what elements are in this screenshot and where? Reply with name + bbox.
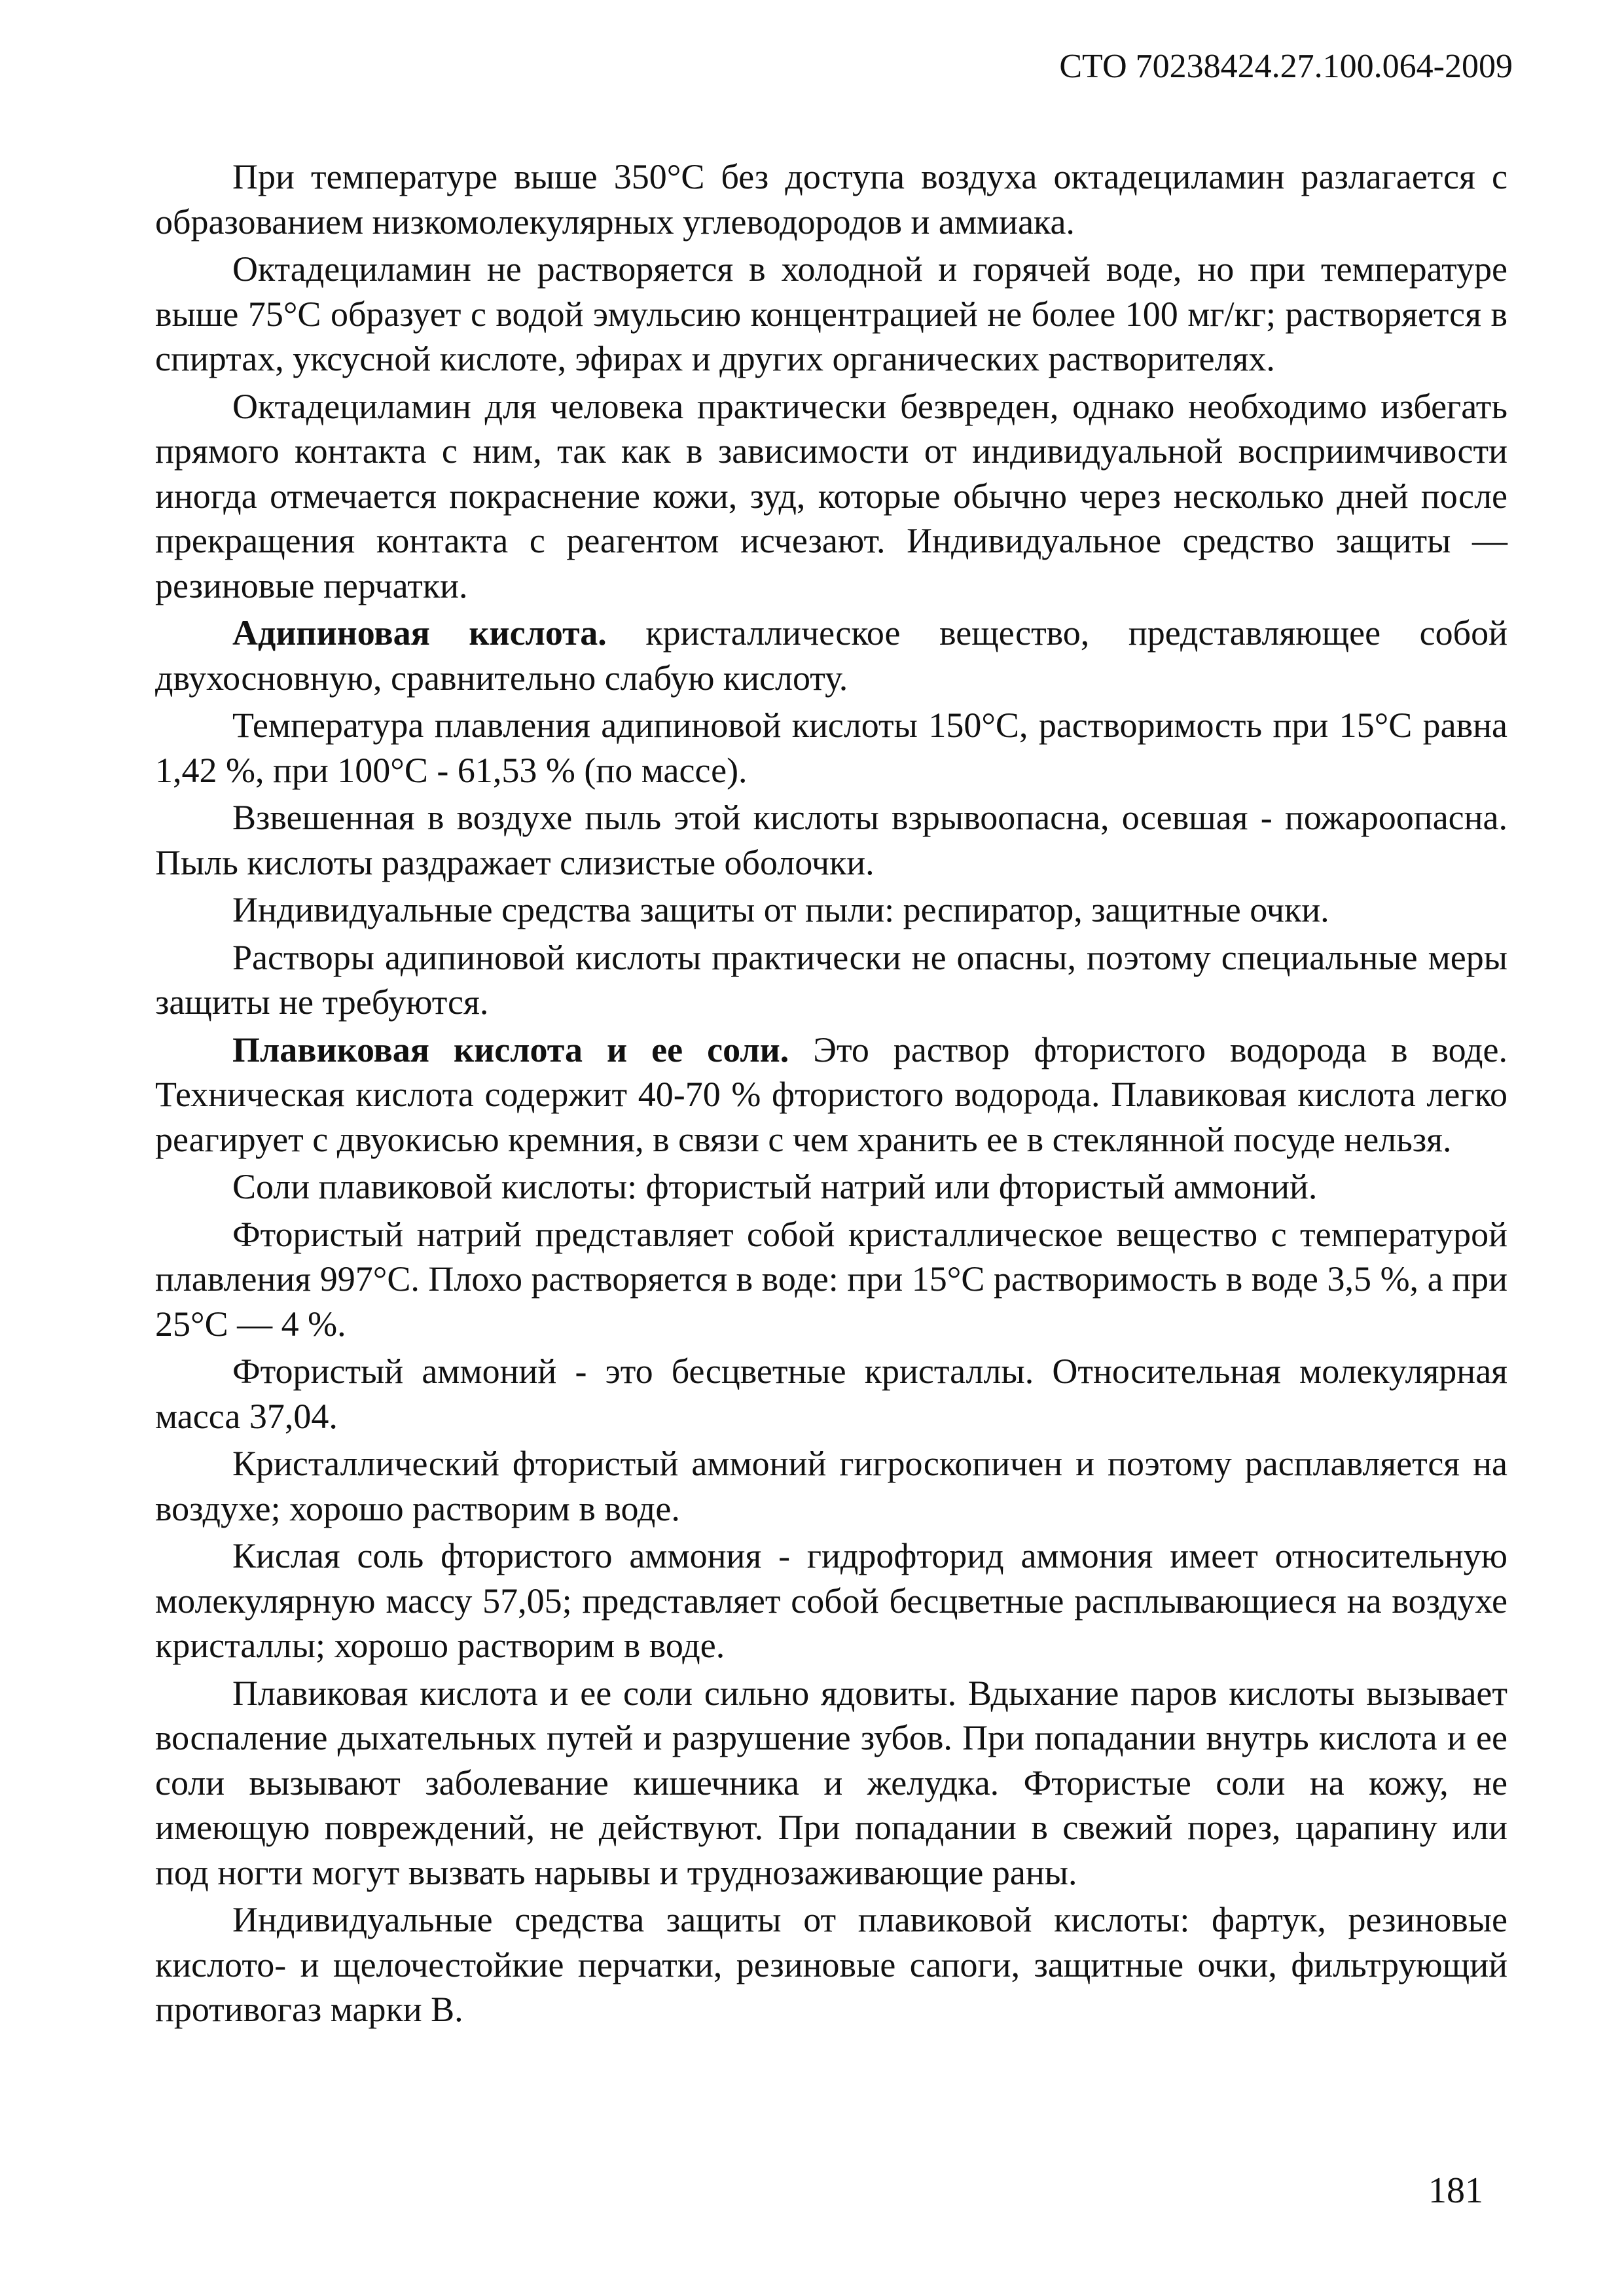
paragraph-text: Фтористый аммоний - это бесцветные кристаллы. Относительная молекулярная масса 37,04.	[155, 1352, 1507, 1436]
paragraph-text: Индивидуальные средства защиты от пыли: респиратор, защитные очки.	[232, 890, 1329, 929]
paragraph-text: Это раствор фтористого водорода в воде. Техническая кислота содержит 40-70 % фтористого водорода. Плавиковая кислота легко реагирует с двуокисью кремния, в связи с чем хранить ее в стеклянной посуде нельзя.	[155, 1030, 1507, 1159]
paragraph-text: Октадециламин не растворяется в холодной и горячей воде, но при температуре выше 75°С образует с водой эмульсию концентрацией не более 100 мг/кг; растворяется в спиртах, уксусной кислоте, эфирах и других органических растворителях.	[155, 249, 1507, 378]
paragraph-heading: Плавиковая кислота и ее соли.	[232, 1030, 789, 1069]
paragraph-text: Кристаллический фтористый аммоний гигроскопичен и поэтому расплавляется на воздухе; хорошо растворим в воде.	[155, 1444, 1507, 1528]
paragraph-text: Температура плавления адипиновой кислоты 150°С, растворимость при 15°С равна 1,42 %, при 100°С - 61,53 % (по массе).	[155, 706, 1507, 790]
paragraph-text: Растворы адипиновой кислоты практически не опасны, поэтому специальные меры защиты не требуются.	[155, 937, 1507, 1022]
paragraph-text: Плавиковая кислота и ее соли сильно ядовиты. Вдыхание паров кислоты вызывает воспаление дыхательных путей и разрушение зубов. При попадании внутрь кислота и ее соли вызывают заболевание кишечника и желудка. Фтористые соли на кожу, не имеющую повреждений, не действуют. При попадании в свежий порез, царапину или под ногти могут вызвать нарывы и труднозаживающие раны.	[155, 1673, 1507, 1892]
paragraph-text: При температуре выше 350°С без доступа воздуха октадециламин разлагается с образованием низкомолекулярных углеводородов и аммиака.	[155, 157, 1507, 242]
paragraph	[155, 1212, 1507, 1347]
paragraph	[155, 1441, 1507, 1531]
paragraph	[155, 935, 1507, 1025]
paragraph	[155, 247, 1507, 382]
paragraph	[155, 1164, 1507, 1210]
paragraph	[155, 1671, 1507, 1895]
document-code-header: СТО 70238424.27.100.064-2009	[1059, 48, 1513, 85]
paragraph-text: Кислая соль фтористого аммония - гидрофторид аммония имеет относительную молекулярную массу 57,05; представляет собой бесцветные расплывающиеся на воздухе кристаллы; хорошо растворим в воде.	[155, 1536, 1507, 1665]
paragraph	[155, 703, 1507, 793]
paragraph	[155, 888, 1507, 933]
paragraph	[155, 154, 1507, 244]
paragraph	[155, 1534, 1507, 1668]
paragraph-text: Фтористый натрий представляет собой кристаллическое вещество с температурой плавления 997°С. Плохо растворяется в воде: при 15°С растворимость в воде 3,5 %, а при 25°С — 4 %.	[155, 1214, 1507, 1344]
paragraph-text: Октадециламин для человека практически безвреден, однако необходимо избегать прямого контакта с ним, так как в зависимости от индивидуальной восприимчивости иногда отмечается покраснение кожи, зуд, которые обычно через несколько дней после прекращения контакта с реагентом исчезают. Индивидуальное средство защиты — резиновые перчатки.	[155, 386, 1507, 605]
paragraph-text: кристаллическое вещество, представляющее собой двухосновную, сравнительно слабую кислоту.	[155, 613, 1507, 698]
paragraph-text: Соли плавиковой кислоты: фтористый натрий или фтористый аммоний.	[232, 1167, 1318, 1206]
paragraph	[155, 611, 1507, 700]
paragraph-heading: Адипиновая кислота.	[232, 613, 607, 653]
paragraph	[155, 1349, 1507, 1439]
paragraph-text: Индивидуальные средства защиты от плавиковой кислоты: фартук, резиновые кислото- и щелочестойкие перчатки, резиновые сапоги, защитные очки, фильтрующий противогаз марки В.	[155, 1900, 1507, 2029]
document-body	[155, 154, 1507, 2035]
page-number: 181	[1428, 2170, 1483, 2211]
paragraph	[155, 795, 1507, 885]
paragraph	[155, 1028, 1507, 1162]
paragraph-text: Взвешенная в воздухе пыль этой кислоты взрывоопасна, осевшая - пожароопасна. Пыль кислоты раздражает слизистые оболочки.	[155, 798, 1507, 882]
paragraph	[155, 1897, 1507, 2032]
paragraph	[155, 384, 1507, 609]
